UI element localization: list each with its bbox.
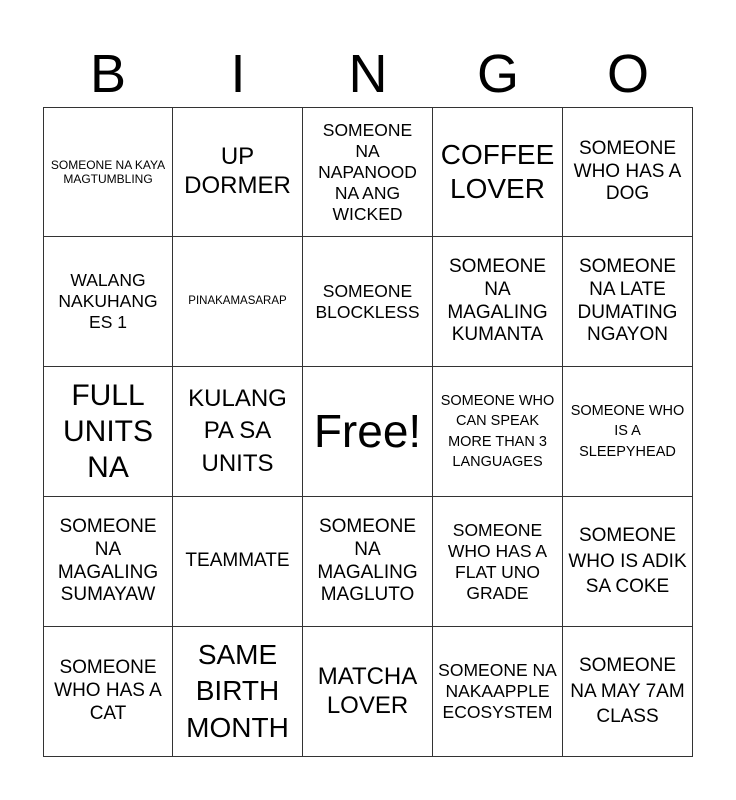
bingo-cell[interactable]	[303, 237, 433, 367]
bingo-cell[interactable]	[43, 627, 173, 757]
bingo-cell[interactable]	[433, 627, 563, 757]
cell-text: SAME BIRTH MONTH	[186, 638, 289, 743]
cell-text: SOMEONE NA NAKAAPPLE ECOSYSTEM	[438, 660, 557, 722]
bingo-grid	[43, 107, 693, 757]
bingo-cell[interactable]	[43, 497, 173, 627]
header-letter-b: B	[89, 44, 127, 104]
cell-text: TEAMMATE	[185, 550, 290, 572]
cell-text: SOMEONE NA MAY 7AM CLASS	[570, 655, 685, 728]
cell-text: SOMEONE BLOCKLESS	[315, 280, 420, 322]
bingo-cell[interactable]	[173, 627, 303, 757]
cell-text: UP DORMER	[184, 143, 291, 199]
bingo-cell[interactable]	[563, 497, 693, 627]
bingo-cell[interactable]	[303, 107, 433, 237]
header-letter-i: I	[230, 44, 246, 104]
cell-text: MATCHA LOVER	[317, 662, 418, 719]
bingo-cell[interactable]	[43, 237, 173, 367]
bingo-header	[43, 40, 693, 108]
bingo-cell[interactable]	[433, 367, 563, 497]
cell-text: SOMEONE WHO IS A SLEEPYHEAD	[570, 403, 685, 460]
cell-text: SOMEONE NA MAGALING SUMAYAW	[57, 515, 159, 606]
bingo-cell[interactable]	[433, 107, 563, 237]
bingo-cell[interactable]	[173, 107, 303, 237]
bingo-cell[interactable]	[563, 627, 693, 757]
cell-text: SOMEONE WHO IS ADIK SA COKE	[568, 525, 687, 598]
bingo-cell[interactable]	[563, 107, 693, 237]
bingo-cell[interactable]	[433, 497, 563, 627]
cell-text: KULANG PA SA UNITS	[188, 384, 287, 477]
header-letter-o: O	[606, 44, 649, 104]
bingo-cell[interactable]	[173, 237, 303, 367]
cell-text: SOMEONE NA NAPANOOD NA ANG WICKED	[318, 119, 417, 224]
cell-text: SOMEONE NA MAGALING KUMANTA	[447, 255, 548, 346]
cell-text: WALANG NAKUHANG ES 1	[58, 270, 158, 332]
header-letter-n: N	[348, 44, 388, 104]
cell-text: SOMEONE NA MAGALING MAGLUTO	[317, 515, 418, 606]
cell-text: SOMEONE WHO HAS A CAT	[54, 657, 162, 724]
bingo-cell[interactable]	[43, 107, 173, 237]
cell-text: SOMEONE NA LATE DUMATING NGAYON	[577, 255, 678, 346]
bingo-cell[interactable]	[563, 237, 693, 367]
cell-text: SOMEONE WHO HAS A FLAT UNO GRADE	[447, 519, 548, 603]
header-letter-g: G	[476, 44, 519, 104]
bingo-cell[interactable]	[303, 497, 433, 627]
bingo-cell[interactable]	[303, 367, 433, 497]
cell-text: FULL UNITS NA	[63, 378, 153, 484]
bingo-cell[interactable]	[563, 367, 693, 497]
cell-text: COFFEE LOVER	[440, 139, 555, 204]
bingo-cell[interactable]	[43, 367, 173, 497]
bingo-cell[interactable]	[303, 627, 433, 757]
cell-text: SOMEONE WHO CAN SPEAK MORE THAN 3 LANGUAGES	[440, 392, 555, 470]
bingo-cell[interactable]	[173, 367, 303, 497]
cell-text: PINAKAMASARAP	[188, 294, 287, 307]
free-space-text: Free!	[313, 404, 422, 457]
cell-text: SOMEONE WHO HAS A DOG	[573, 137, 682, 205]
bingo-cell[interactable]	[433, 237, 563, 367]
cell-text: SOMEONE NA KAYA MAGTUMBLING	[50, 157, 166, 186]
bingo-cell[interactable]	[173, 497, 303, 627]
